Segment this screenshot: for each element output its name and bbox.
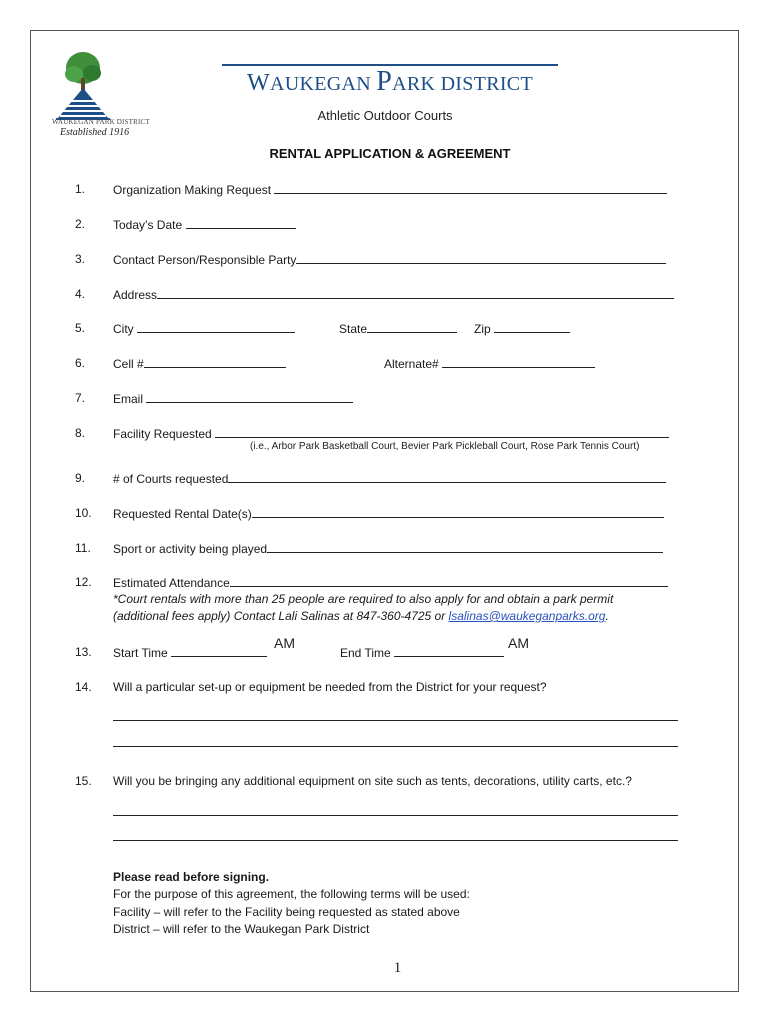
permit-note-line2 (113, 609, 609, 623)
permit-note-end: . (605, 609, 609, 623)
end-time-value[interactable]: AM (508, 635, 529, 651)
brand-rest1: AUKEGAN (269, 73, 377, 95)
item-number: 2. (75, 217, 86, 231)
item-number: 9. (75, 471, 86, 485)
field-label: Today’s Date (113, 218, 186, 232)
rental-dates-field[interactable] (113, 506, 664, 521)
brand-rest2: ARK DISTRICT (392, 73, 533, 95)
contact-person-field[interactable] (113, 252, 666, 267)
document-title: RENTAL APPLICATION & AGREEMENT (269, 146, 511, 161)
field-label: City (113, 322, 137, 336)
field-label: Zip (474, 322, 495, 336)
field-label: Email (113, 392, 147, 406)
brand-p: P (376, 66, 393, 97)
field-label: State (339, 322, 368, 336)
field-label: Sport or activity being played (113, 542, 268, 556)
contact-email-link[interactable]: lsalinas@waukeganparks.org (448, 609, 606, 623)
item-number: 5. (75, 321, 86, 335)
facility-hint: (i.e., Arbor Park Basketball Court, Bevier Park Pickleball Court, Rose Park Tennis Court) (250, 441, 640, 452)
alternate-phone-field[interactable] (384, 356, 595, 371)
field-label: Cell # (113, 357, 144, 371)
field-line[interactable] (186, 217, 296, 229)
field-line[interactable] (267, 541, 663, 553)
field-line[interactable] (442, 356, 595, 368)
brand-w: W (247, 70, 270, 96)
field-line[interactable] (144, 356, 286, 368)
item-number: 14. (75, 680, 92, 694)
item-number: 10. (75, 506, 92, 520)
facility-definition: Facility – will refer to the Facility being requested as stated above (113, 905, 460, 919)
field-line[interactable] (494, 321, 570, 333)
field-label: Requested Rental Date(s) (113, 507, 252, 521)
field-label: Estimated Attendance (113, 576, 230, 590)
setup-equipment-question: Will a particular set-up or equipment be needed from the District for your request? (113, 680, 547, 694)
subtitle: Athletic Outdoor Courts (317, 108, 453, 123)
state-field[interactable] (339, 321, 457, 336)
field-line[interactable] (171, 645, 267, 657)
organization-field[interactable] (113, 182, 667, 197)
field-line[interactable] (252, 506, 664, 518)
start-time-field[interactable] (113, 645, 267, 660)
field-label: End Time (340, 646, 395, 660)
estimated-attendance-field[interactable] (113, 575, 668, 590)
field-line[interactable] (394, 645, 504, 657)
todays-date-field[interactable] (113, 217, 296, 232)
field-line[interactable] (215, 426, 669, 438)
logo-caption: WAUKEGAN PARK DISTRICT (52, 118, 150, 126)
permit-note-text: (additional fees apply) Contact Lali Salinas at 847-360-4725 or (113, 609, 449, 623)
field-label: Start Time (113, 646, 172, 660)
field-line[interactable] (228, 471, 666, 483)
field-label: Organization Making Request (113, 183, 275, 197)
end-time-field[interactable] (340, 645, 504, 660)
item-number: 12. (75, 575, 92, 589)
courts-requested-field[interactable] (113, 471, 666, 486)
field-line[interactable] (296, 252, 666, 264)
field-line[interactable] (367, 321, 457, 333)
setup-answer-line[interactable] (113, 720, 678, 721)
sport-activity-field[interactable] (113, 541, 663, 556)
item-number: 4. (75, 287, 86, 301)
item-number: 3. (75, 252, 86, 266)
item-number: 15. (75, 774, 92, 788)
field-line[interactable] (157, 287, 674, 299)
zip-field[interactable] (474, 321, 570, 336)
city-field[interactable] (113, 321, 295, 336)
field-label: # of Courts requested (113, 472, 229, 486)
page-number: 1 (393, 960, 402, 976)
field-label: Address (113, 288, 158, 302)
definitions-intro: For the purpose of this agreement, the following terms will be used: (113, 887, 470, 901)
item-number: 7. (75, 391, 86, 405)
equipment-answer-line[interactable] (113, 840, 678, 841)
email-field[interactable] (113, 391, 353, 406)
start-time-value[interactable]: AM (274, 635, 295, 651)
field-label: Alternate# (384, 357, 443, 371)
field-label: Facility Requested (113, 427, 216, 441)
item-number: 13. (75, 645, 92, 659)
facility-requested-field[interactable] (113, 426, 669, 441)
item-number: 6. (75, 356, 86, 370)
field-line[interactable] (146, 391, 353, 403)
brand-wordmark (222, 60, 558, 96)
permit-note-line1: *Court rentals with more than 25 people are required to also apply for and obtain a park permit (113, 592, 614, 606)
field-line[interactable] (137, 321, 295, 333)
logo-established: Established 1916 (60, 127, 130, 138)
district-definition: District – will refer to the Waukegan Park District (113, 922, 370, 936)
setup-answer-line[interactable] (113, 746, 678, 747)
item-number: 8. (75, 426, 86, 440)
read-before-signing-heading: Please read before signing. (113, 870, 270, 884)
cell-field[interactable] (113, 356, 286, 371)
additional-equipment-question: Will you be bringing any additional equipment on site such as tents, decorations, utility carts, etc.? (113, 774, 632, 788)
address-field[interactable] (113, 287, 674, 302)
item-number: 1. (75, 182, 86, 196)
field-line[interactable] (230, 575, 668, 587)
item-number: 11. (75, 541, 91, 555)
field-line[interactable] (274, 182, 667, 194)
field-label: Contact Person/Responsible Party (113, 253, 297, 267)
equipment-answer-line[interactable] (113, 815, 678, 816)
